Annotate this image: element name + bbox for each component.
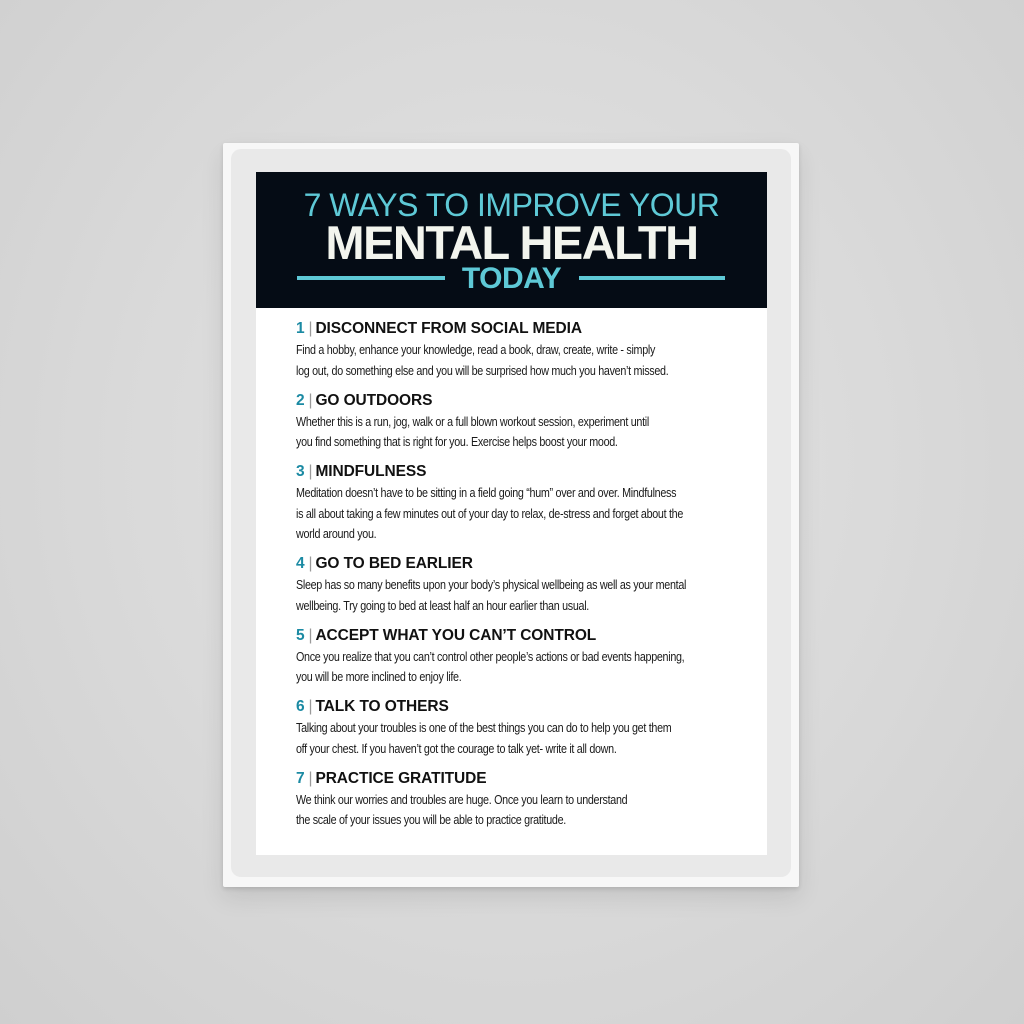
item-title: TALK TO OTHERS	[315, 698, 449, 715]
item-separator: |	[308, 769, 313, 787]
item-body: Once you realize that you can’t control other people’s actions or bad events happening, you will be more inclined to enjoy life.	[296, 649, 685, 684]
tips-list	[296, 318, 736, 839]
item-heading	[296, 553, 736, 575]
poster	[256, 172, 767, 855]
item-title: DISCONNECT FROM SOCIAL MEDIA	[315, 320, 582, 337]
item-number: 1	[296, 320, 305, 337]
item-heading	[296, 461, 736, 483]
poster-header	[256, 172, 767, 308]
item-body: Talking about your troubles is one of the best things you can do to help you get them off your chest. If you haven’t got the courage to talk yet- write it all down.	[296, 721, 672, 756]
title-line-1: 7 WAYS TO IMPROVE YOUR	[303, 187, 720, 223]
list-item	[296, 390, 736, 462]
item-body: Meditation doesn’t have to be sitting in a field going “hum” over and over. Mindfulness is all about taking a few minutes out of your day to relax, de-stress and forget about the world around you.	[296, 486, 684, 541]
item-number: 3	[296, 463, 305, 480]
item-number: 7	[296, 769, 305, 787]
list-item	[296, 625, 736, 697]
item-number: 2	[296, 391, 305, 409]
list-item	[296, 768, 736, 840]
item-title: ACCEPT WHAT YOU CAN’T CONTROL	[315, 626, 597, 644]
item-heading	[296, 696, 736, 718]
item-title: PRACTICE GRATITUDE	[315, 769, 487, 787]
item-body: We think our worries and troubles are huge. Once you learn to understand the scale of your issues you will be able to practice gratitude.	[296, 792, 628, 827]
item-body: Sleep has so many benefits upon your body’s physical wellbeing as well as your mental wellbeing. Try going to bed at least half an hour earlier than usual.	[296, 578, 687, 613]
item-heading	[296, 768, 736, 790]
item-separator: |	[308, 391, 313, 409]
item-title: GO TO BED EARLIER	[315, 555, 473, 572]
item-number: 5	[296, 626, 305, 644]
item-separator: |	[308, 320, 313, 337]
item-separator: |	[308, 555, 313, 572]
title-line-2: MENTAL HEALTH	[325, 216, 698, 269]
item-heading	[296, 625, 736, 647]
list-item	[296, 318, 736, 390]
item-title: GO OUTDOORS	[315, 391, 433, 409]
item-number: 4	[296, 555, 305, 572]
item-body: Whether this is a run, jog, walk or a full blown workout session, experiment until you find something that is right for you. Exercise helps boost your mood.	[296, 414, 649, 449]
item-separator: |	[308, 698, 313, 715]
item-body: Find a hobby, enhance your knowledge, read a book, draw, create, write - simply log out, do something else and you will be surprised how much you haven’t missed.	[296, 343, 669, 378]
item-number: 6	[296, 698, 305, 715]
item-separator: |	[308, 626, 313, 644]
item-separator: |	[308, 463, 313, 480]
item-title: MINDFULNESS	[315, 463, 427, 480]
list-item	[296, 553, 736, 625]
list-item	[296, 696, 736, 768]
item-heading	[296, 318, 736, 340]
list-item	[296, 461, 736, 553]
item-heading	[296, 390, 736, 412]
title-rule-right	[579, 276, 725, 280]
title-line-3: TODAY	[461, 262, 562, 295]
